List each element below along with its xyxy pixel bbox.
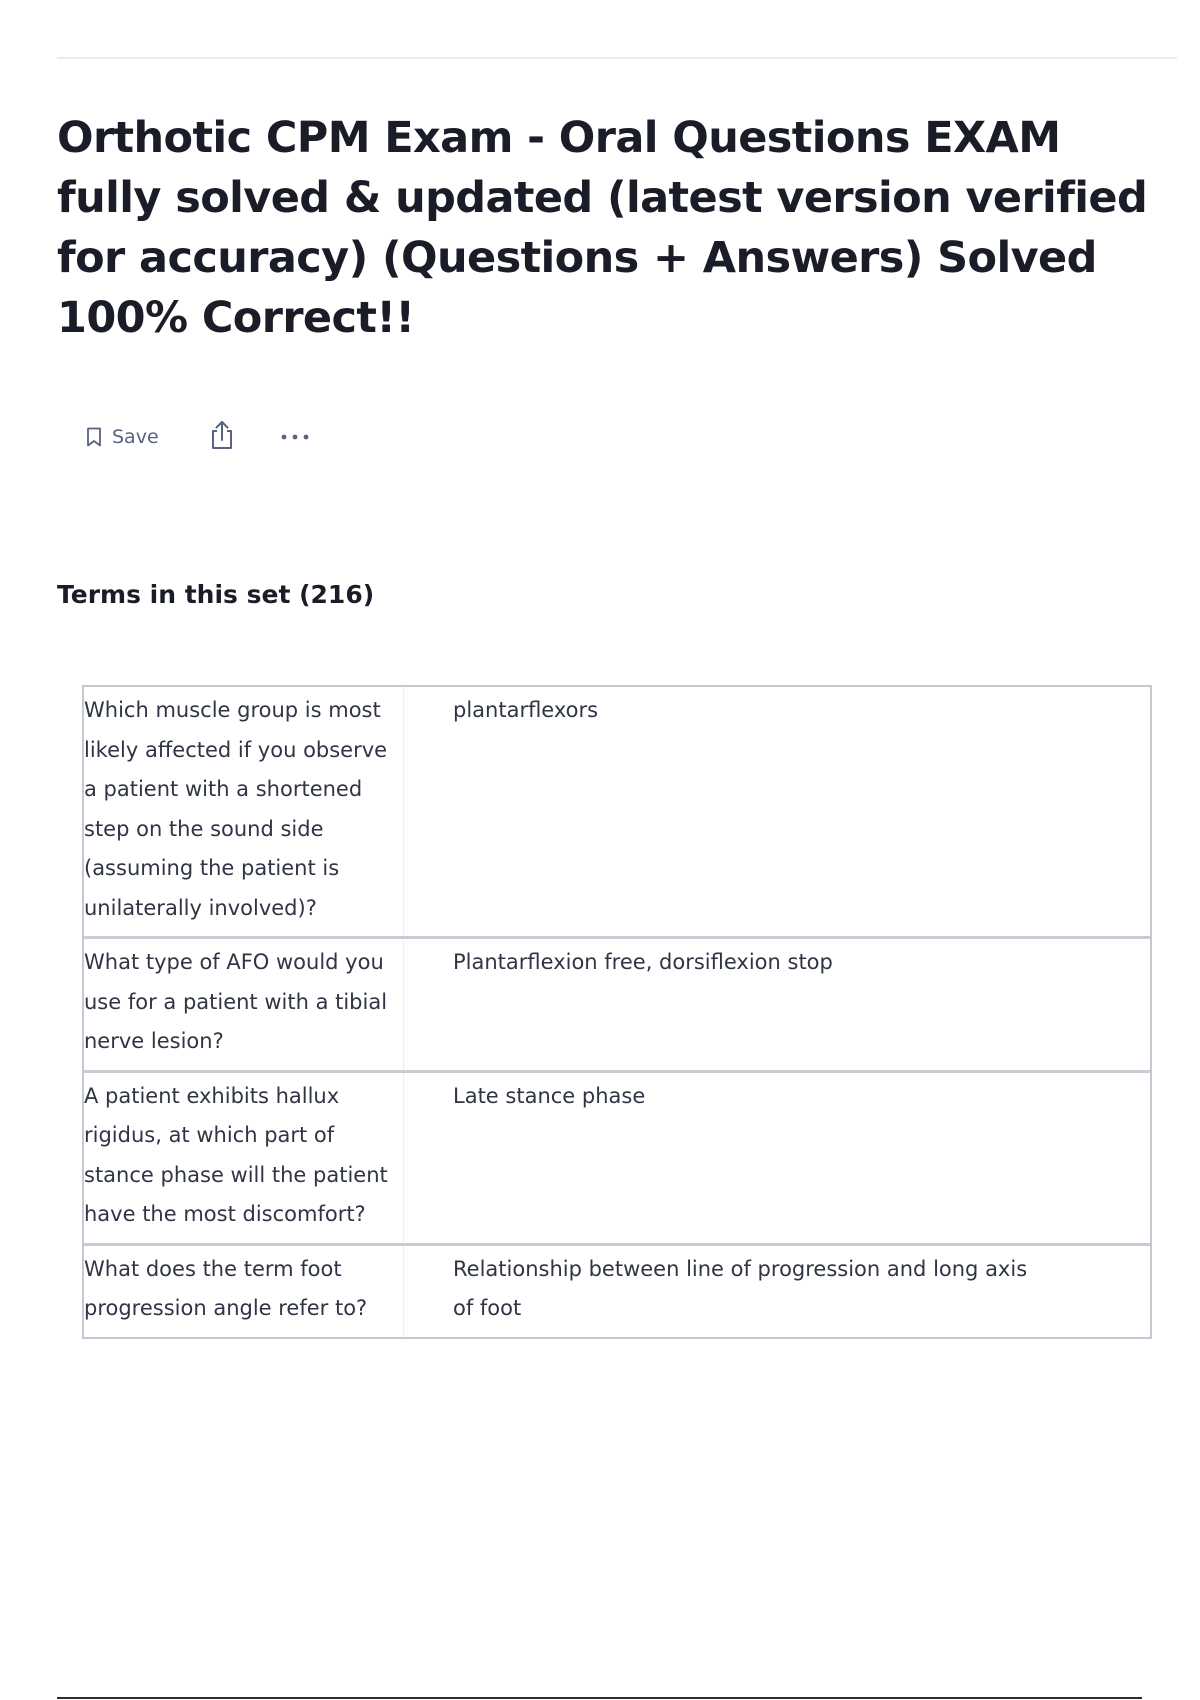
save-label: Save <box>112 426 159 448</box>
term-row <box>84 1243 1150 1337</box>
terms-heading: Terms in this set (216) <box>57 580 375 609</box>
term-text: A patient exhibits hallux rigidus, at which part of stance phase will the patient have the most discomfort? <box>84 1073 404 1243</box>
terms-table <box>82 685 1152 1339</box>
share-icon <box>208 420 236 455</box>
bottom-divider <box>57 1697 1142 1699</box>
more-options-icon <box>280 428 310 446</box>
term-text: What does the term foot progression angle refer to? <box>84 1246 404 1337</box>
term-text: Which muscle group is most likely affected if you observe a patient with a shortened step on the sound side (assuming the patient is unilaterally involved)? <box>84 687 404 936</box>
term-row <box>84 687 1150 936</box>
top-divider <box>57 57 1177 59</box>
definition-text: Plantarflexion free, dorsiflexion stop <box>453 950 833 974</box>
bookmark-icon <box>86 427 102 447</box>
action-bar <box>86 420 310 454</box>
term-row <box>84 1070 1150 1243</box>
term-row <box>84 936 1150 1070</box>
share-button[interactable] <box>208 420 236 455</box>
definition-text: Relationship between line of progression and long axis of foot <box>453 1256 1028 1320</box>
more-options-button[interactable] <box>280 428 310 446</box>
definition-text: Late stance phase <box>453 1083 646 1108</box>
term-text: What type of AFO would you use for a patient with a tibial nerve lesion? <box>84 939 404 1070</box>
definition-text: plantarflexors <box>453 698 599 722</box>
page-title: Orthotic CPM Exam - Oral Questions EXAM fully solved & updated (latest version verified for accuracy) (Questions + Answers) Solved 100% Correct!! <box>57 113 1148 343</box>
save-button[interactable] <box>86 426 206 448</box>
